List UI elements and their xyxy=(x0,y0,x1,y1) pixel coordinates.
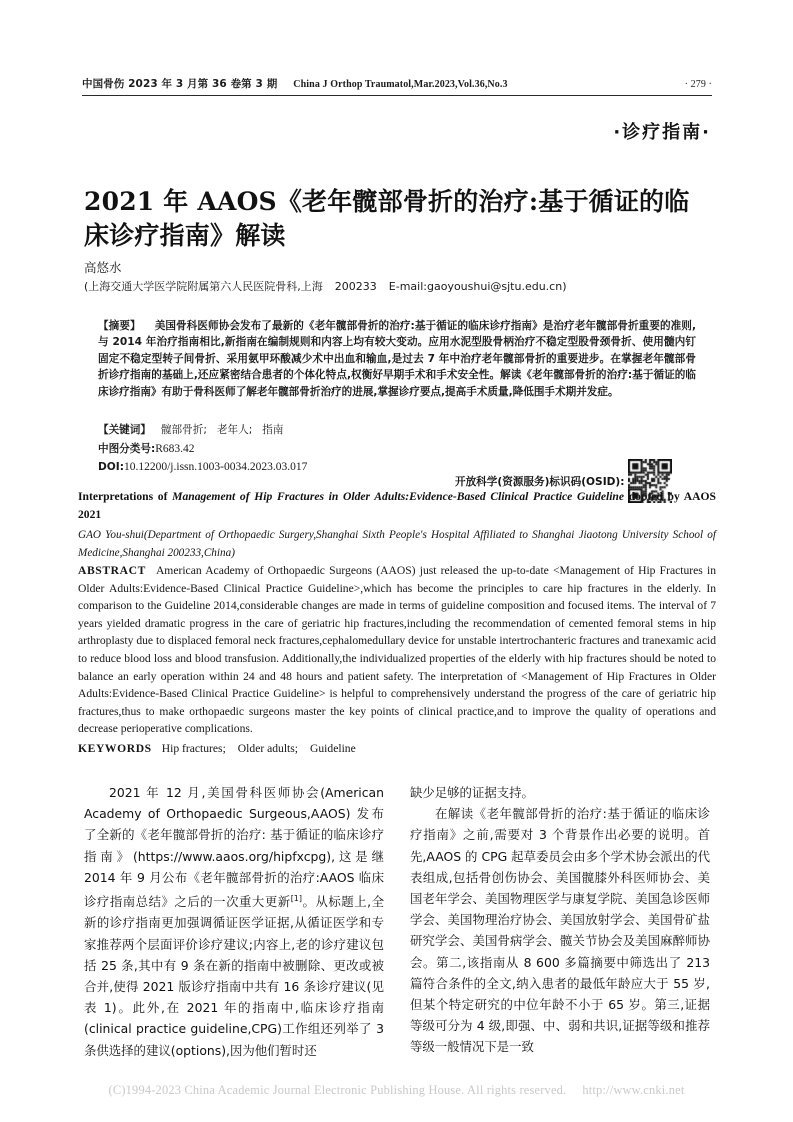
body-column-right xyxy=(410,782,710,1062)
affiliation-email: E-mail:gaoyoushui@sjtu.edu.cn) xyxy=(388,280,567,293)
running-head-left xyxy=(82,76,508,91)
page-title: 2021 年 AAOS《老年髋部骨折的治疗:基于循证的临床诊疗指南》解读 xyxy=(84,186,690,250)
keywords-en xyxy=(78,740,716,758)
body-paragraph: 在解读《老年髋部骨折的治疗:基于循证的临床诊疗指南》之前,需要对 3 个背景作出必要的说明。首先,AAOS 的 CPG 起草委员会由多个学术协会派出的代表组成,包括骨创伤协会、美国髋膝外科医师协会、美国老年学会、美国物理医学与康复学院、美国急诊医师学会、美国物理治疗协会、美国放射学会、美国骨矿盐研究学会、美国骨病学会、髋关节协会及美国麻醉师协会。第二,该指南从 8 600 多篇摘要中筛选出了 213 篇符合条件的全文,纳入患者的最低年龄应大于 55 岁,但某个特定研究的中位年龄不小于 65 岁。第三,证据等级可分为 4 级,即强、中、弱和共识,证据等级和推荐等级一般情况下是一致 xyxy=(410,806,710,1055)
footer-copyright-text: (C)1994-2023 China Academic Journal Electronic Publishing House. All rights reserved. xyxy=(108,1083,567,1097)
body-column-left xyxy=(84,782,384,1062)
body-text: 2021 年 12 月,美国骨科医师协会(American Academy of Orthopaedic Surgeous,AAOS) 发布了全新的《老年髋部骨折的治疗: 基于循证的临床诊疗指南》(https://www.aaos.org/hipfxcpg),这是继 2014 年 9 月公布《老年髋部骨折的治疗:AAOS 临床诊疗指南总结》之后的一次重大更新 xyxy=(84,785,384,910)
keyword-en-item: Guideline xyxy=(310,742,356,755)
title-en-italic: Management of Hip Fractures in Older Adults:Evidence-Based Clinical Practice Guideline xyxy=(172,490,625,503)
title-en-prefix: Interpretations of xyxy=(78,490,173,503)
running-head-page-number: · 279 · xyxy=(684,79,712,90)
abstract-en xyxy=(78,562,716,738)
running-head-journal-cn: 中国骨伤 2023 年 3 月第 36 卷第 3 期 xyxy=(82,78,278,90)
keywords-cn-label: 【关键词】 xyxy=(98,424,151,436)
body-text-cont: 。从标题上,全新的诊疗指南更加强调循证医学证据,从循证医学和专家推荐两个层面评价诊疗建议;内容上,老的诊疗建议包括 25 条,其中有 9 条在新的指南中被删除、更改或被合并,使得 2021 版诊疗指南中共有 16 条诊疗建议(见表 1)。此外,在 2021 年的指南中,临床诊疗指南(clinical practice guideline,CPG)工作组还列举了 3 条供选择的建议(options),因为他们暂时还 xyxy=(84,894,384,1058)
body-paragraph xyxy=(84,782,384,1061)
title-en-suffix: dopted by AAOS 2021 xyxy=(78,490,717,521)
running-head xyxy=(82,76,712,91)
keyword-en-item: Older adults; xyxy=(237,742,299,755)
header-divider xyxy=(82,95,712,96)
keyword-cn-item: 髋部骨折; xyxy=(160,424,207,436)
footer-url[interactable]: http://www.cnki.net xyxy=(582,1083,685,1097)
abstract-cn xyxy=(98,318,696,400)
abstract-en-text: American Academy of Orthopaedic Surgeons (AAOS) just released the up-to-date <Management of Hip Fractures in Older Adults:Evidence-Based Clinical Practice Guideline>,which has become the principles to care hip fractures in the elderly. In comparison to the Guideline 2014,considerable changes are made in terms of guideline composition and focused items. The interval of 7 years yielded dramatic progress in the care of geriatric hip fractures,including the recommendation of cemented femoral stems in hip arthroplasty due to displaced femoral neck fractures,cephalomedullary device for unstable intertrochanteric fractures and tranexamic acid to reduce blood loss and blood transfusion. Additionally,the individualized properties of the elderly with hip fractures should be noted to balance an early operation within 24 and 48 hours and patient safety. The interpretation of <Management of Hip Fractures in Older Adults:Evidence-Based Clinical Practice Guideline> is helpful to comprehensively understand the progress of the care of geriatric hip fractures,thus to make orthopaedic surgeons master the key points of clinical practice,and to improve the quality of operations and decrease perioperative complications. xyxy=(78,564,716,736)
abstract-en-label: ABSTRACT xyxy=(78,564,146,577)
affiliation-postcode: 200233 xyxy=(334,280,377,293)
author-name: 高悠水 xyxy=(84,260,122,275)
author-affiliation-en: GAO You-shui(Department of Orthopaedic Surgery,Shanghai Sixth People's Hospital Affiliated to Shanghai Jiaotong University School of Medicine,Shanghai 200233,China) xyxy=(78,529,716,559)
keyword-cn-item: 指南 xyxy=(262,424,284,436)
section-head: ·诊疗指南· xyxy=(613,122,711,143)
clc-value: R683.42 xyxy=(155,442,195,455)
doi-value: 10.12200/j.issn.1003-0034.2023.03.017 xyxy=(123,461,308,473)
keywords-en-label: KEYWORDS xyxy=(78,742,152,755)
clc-label: 中图分类号: xyxy=(98,442,156,455)
doi-label: DOI: xyxy=(98,461,124,473)
abstract-cn-label: 【摘要】 xyxy=(98,320,141,332)
footer-copyright xyxy=(0,1083,793,1098)
running-head-journal-en: China J Orthop Traumatol,Mar.2023,Vol.36,No.3 xyxy=(293,79,508,90)
keyword-cn-item: 老年人; xyxy=(216,424,253,436)
clc-number xyxy=(98,440,696,459)
osid-label: 开放科学(资源服务)标识码(OSID): xyxy=(455,475,625,488)
keyword-en-item: Hip fractures; xyxy=(161,742,226,755)
abstract-cn-text: 美国骨科医师协会发布了最新的《老年髋部骨折的治疗:基于循证的临床诊疗指南》是治疗老年髋部骨折重要的准则,与 2014 年治疗指南相比,新指南在编制规则和内容上均有较大变动。应用水泥型股骨柄治疗不稳定型股骨颈骨折、使用髓内钉固定不稳定型转子间骨折、采用氨甲环酸减少术中出血和输血,是过去 7 年中治疗老年髋部骨折的重要进步。在掌握老年髋部骨折诊疗指南的基础上,还应紧密结合患者的个体化特点,权衡好早期手术和手术安全性。解读《老年髋部骨折的治疗:基于循证的临床诊疗指南》有助于骨科医师了解老年髋部骨折治疗的进展,掌握诊疗要点,提高手术质量,降低围手术期并发症。 xyxy=(98,320,696,398)
body-paragraph: 缺少足够的证据支持。 xyxy=(410,785,534,800)
affiliation-institution: (上海交通大学医学院附属第六人民医院骨科,上海 xyxy=(84,280,323,293)
author-affiliation xyxy=(84,278,566,294)
page-title-en xyxy=(78,488,716,523)
reference-marker[interactable]: [1] xyxy=(290,894,303,904)
keywords-cn xyxy=(98,421,696,440)
